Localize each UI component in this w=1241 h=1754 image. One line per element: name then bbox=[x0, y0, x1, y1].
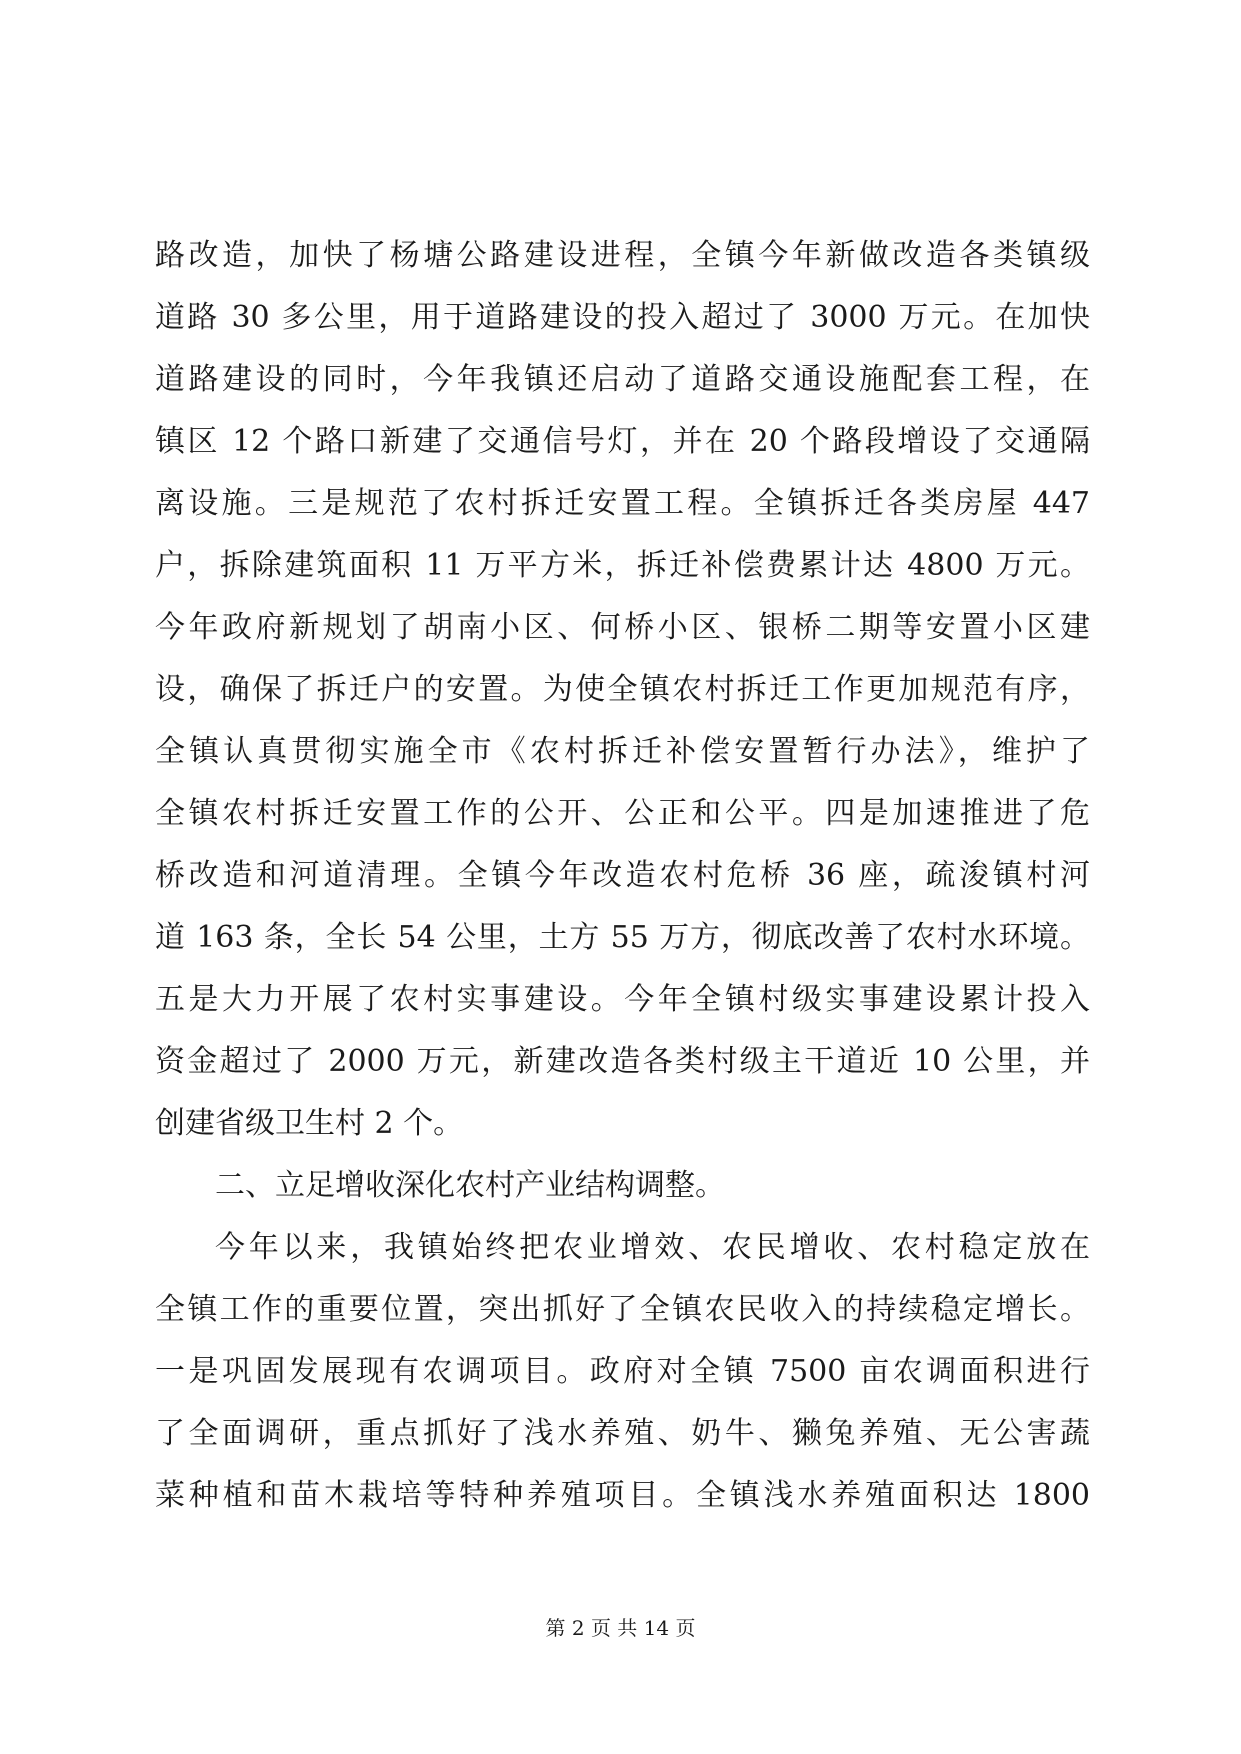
text-line: 户，拆除建筑面积 11 万平方米，拆迁补偿费累计达 4800 万元。 bbox=[155, 548, 1090, 583]
text-line: 今年政府新规划了胡南小区、何桥小区、银桥二期等安置小区建 bbox=[155, 610, 1090, 645]
text-line: 全镇工作的重要位置，突出抓好了全镇农民收入的持续稳定增长。 bbox=[155, 1292, 1090, 1327]
text-line: 了全面调研，重点抓好了浅水养殖、奶牛、獭兔养殖、无公害蔬 bbox=[155, 1416, 1090, 1451]
text-line: 路改造，加快了杨塘公路建设进程，全镇今年新做改造各类镇级 bbox=[155, 238, 1090, 273]
text-line: 一是巩固发展现有农调项目。政府对全镇 7500 亩农调面积进行 bbox=[155, 1354, 1090, 1389]
text-line: 菜种植和苗木栽培等特种养殖项目。全镇浅水养殖面积达 1800 bbox=[155, 1478, 1090, 1513]
text-line: 道 163 条，全长 54 公里，土方 55 万方，彻底改善了农村水环境。 bbox=[155, 920, 1090, 955]
text-line: 创建省级卫生村 2 个。 bbox=[155, 1106, 464, 1141]
text-line: 全镇农村拆迁安置工作的公开、公正和公平。四是加速推进了危 bbox=[155, 796, 1090, 831]
section-heading: 二、立足增收深化农村产业结构调整。 bbox=[215, 1168, 725, 1203]
text-line: 镇区 12 个路口新建了交通信号灯，并在 20 个路段增设了交通隔 bbox=[155, 424, 1090, 459]
text-line: 道路 30 多公里，用于道路建设的投入超过了 3000 万元。在加快 bbox=[155, 300, 1090, 335]
text-line: 设，确保了拆迁户的安置。为使全镇农村拆迁工作更加规范有序， bbox=[155, 672, 1090, 707]
text-line: 资金超过了 2000 万元，新建改造各类村级主干道近 10 公里，并 bbox=[155, 1044, 1090, 1079]
paragraph-first-line: 今年以来，我镇始终把农业增效、农民增收、农村稳定放在 bbox=[215, 1230, 1090, 1265]
page-footer bbox=[0, 1613, 1241, 1643]
text-line: 五是大力开展了农村实事建设。今年全镇村级实事建设累计投入 bbox=[155, 982, 1090, 1017]
text-line: 离设施。三是规范了农村拆迁安置工程。全镇拆迁各类房屋 447 bbox=[155, 486, 1090, 521]
body-text bbox=[155, 225, 1090, 1527]
text-line: 全镇认真贯彻实施全市《农村拆迁补偿安置暂行办法》，维护了 bbox=[155, 734, 1090, 769]
text-line: 桥改造和河道清理。全镇今年改造农村危桥 36 座，疏浚镇村河 bbox=[155, 858, 1090, 893]
page-number: 第 2 页 共 14 页 bbox=[545, 1616, 696, 1640]
text-line: 道路建设的同时，今年我镇还启动了道路交通设施配套工程，在 bbox=[155, 362, 1090, 397]
